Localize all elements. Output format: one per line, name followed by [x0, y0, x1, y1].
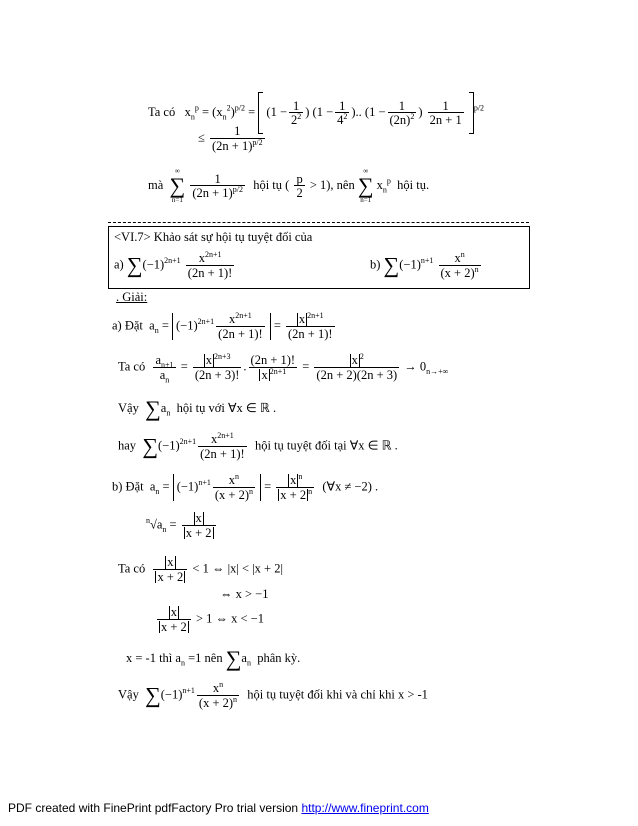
sum-symbol: ∞ ∑ n=1: [169, 167, 186, 204]
ta-co-label: Ta có: [148, 104, 176, 119]
pdf-footer: [8, 801, 429, 815]
sol-b-line-4: ⇔ x > −1: [220, 587, 269, 601]
footer-link[interactable]: http://www.fineprint.com: [301, 801, 429, 815]
giai-heading: . Giải:: [116, 290, 148, 304]
vay-label: Vậy: [118, 400, 139, 415]
eq-line-1: Ta có $x_n^p = (x_n^2)^{p/2} = (1$ − $\frac{1}{2^2}$ ) (1 − $\frac{1}{4^2}$ ).. (1 − $\frac{1}{(2n)^2}$ ) $\frac{1}{2n + 1}$ $^{p/2}$: [148, 92, 484, 134]
final-text: hội tụ tuyệt đối khi và chỉ khi x > -1: [247, 687, 428, 702]
problem-b-label: b): [370, 257, 381, 272]
limit-sub: n→+∞: [426, 366, 449, 376]
hoi-tu-text: hội tụ: [253, 177, 283, 192]
ta-co-label-2: Ta có: [118, 359, 146, 374]
separator: [108, 222, 529, 223]
ineq-3: > 1 ⇔ x < −1: [195, 611, 264, 626]
limit-text: → 0: [404, 359, 427, 374]
sol-b-line-2: $^n√a_n$ = $\frac{x}{x + 2}$: [146, 512, 218, 539]
sol-b-line-7: Vậy $\sum(-1)^{n+1}$ $\frac{x^n}{(x + 2)^n}$ hội tụ tuyệt đối khi và chỉ khi x > -1: [118, 679, 428, 710]
xm1-text: x = -1 thì a: [126, 650, 181, 665]
phan-ky-text: phân kỳ.: [257, 650, 301, 665]
bound-fraction: $\frac{1}{(2n + 1)^{p/2}}$: [212, 124, 263, 153]
hay-label: hay: [118, 438, 137, 453]
a-dat-label: a) Đặt: [112, 318, 143, 333]
sol-a-line-3: Vậy $\sum a_n$ hội tụ với ∀x ∈ ℝ .: [118, 396, 277, 421]
hay-rest: hội tụ tuyệt đối tại ∀x ∈ ℝ .: [254, 438, 398, 453]
eq-line-2: [198, 125, 267, 152]
ma-label: mà: [148, 177, 164, 192]
ta-co-label-3: Ta có: [118, 561, 146, 576]
sol-b-line-6: x = -1 thì $a_n =1$ nên $\sum a_n$ phân kỳ.: [126, 646, 301, 671]
sol-a-line-4: hay $\sum(-1)^{2n+1}$ $\frac{x^{2n+1}}{(2n + 1)!}$ hội tụ tuyệt đối tại ∀x ∈ ℝ .: [118, 430, 398, 461]
problem-a: a) $\sum(-1)^{2n+1}$ $\frac{x^{2n+1}}{(2n + 1)!}$: [114, 249, 233, 280]
problem-b: b) $\sum(-1)^{n+1}$ $\frac{x^n}{(x + 2)^n}$: [370, 249, 479, 280]
vay-label-2: Vậy: [118, 687, 139, 702]
footer-text: PDF created with FinePrint pdfFactory Pro trial version: [8, 801, 302, 815]
right-bracket: [469, 92, 474, 134]
sum-symbol-2: ∞ ∑ n=1: [357, 167, 374, 204]
problem-header: <VI.7> Khảo sát sự hội tụ tuyệt đối của: [114, 230, 313, 244]
le-sign: ≤: [198, 130, 205, 145]
vay-rest: hội tụ với ∀x ∈ ℝ .: [176, 400, 277, 415]
sol-a-line-2: Ta có $\frac{a_{n+1}}{a_n}$ = $\frac{x ^{2n+3}}{(2n + 3)!}$ . $\frac{(2n + 1)!}{x ^{2n+1}}$ = $\frac{x ^2}{(2n + 2)(2n + 3)}$ → $0_{n\to+\infty}$: [118, 351, 449, 384]
xm1-b-text: =1 nên: [188, 650, 223, 665]
eq-line-3: mà ∞ ∑ n=1 $\frac{1}{(2n + 1)^{p/2}}$ hội tụ ( $\frac{p}{2}$ > 1), nên ∞ ∑ n=1 $x_n^p$ hội tụ.: [148, 167, 430, 204]
sol-b-line-1: b) Đặt $a_n = (-1)^{n+1}$ $\frac{x^n}{(x + 2)^n}$ = $\frac{x ^n}{x + 2 ^n}$ (∀x ≠ −2) .: [112, 471, 379, 502]
b-dat-label: b) Đặt: [112, 479, 144, 494]
ineq-1: < 1 ⇔ |x| < |x + 2|: [192, 561, 283, 576]
problem-a-label: a): [114, 257, 124, 272]
hoi-tu-text-2: hội tụ.: [397, 177, 430, 192]
b-cond: (∀x ≠ −2) .: [322, 479, 379, 494]
sol-b-line-5: $\frac{x}{x + 2}$ > 1 ⇔ x < −1: [155, 606, 264, 633]
sol-b-line-3: Ta có $\frac{x}{x + 2}$ < 1 ⇔ |x| < |x + 2|: [118, 555, 283, 584]
sol-a-line-1: a) Đặt $a_n = (-1)^{2n+1}$ $\frac{x^{2n+1}}{(2n + 1)!}$ = $\frac{x ^{2n+1}}{(2n + 1)!}$: [112, 310, 333, 341]
